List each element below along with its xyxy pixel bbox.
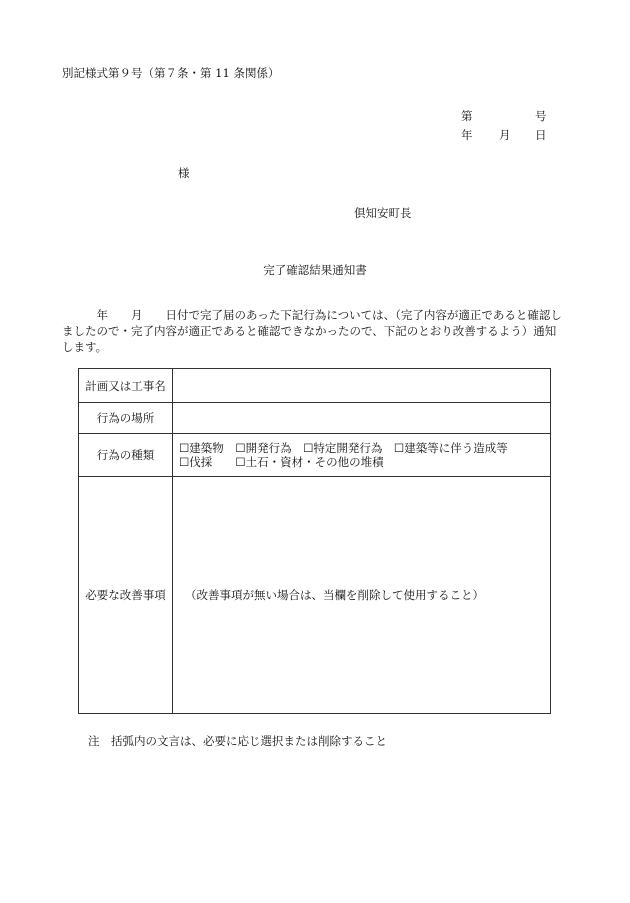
date-day: 日	[535, 128, 547, 142]
table-row-plan-name	[79, 369, 551, 403]
activity-type-options	[173, 434, 551, 477]
footnote: 注 括弧内の文言は、必要に応じ選択または削除すること	[88, 734, 387, 748]
number-suffix: 号	[535, 109, 547, 123]
value-plan-name	[173, 369, 551, 403]
label-plan-name: 計画又は工事名	[79, 369, 173, 403]
notice-body	[62, 307, 571, 355]
value-location	[173, 403, 551, 434]
details-table	[78, 368, 551, 714]
form-number-label: 別記様式第９号（第７条・第 11 条関係）	[62, 66, 280, 80]
table-row-location	[79, 403, 551, 434]
date-year: 年	[461, 128, 473, 142]
activity-options-line-1: ☐建築物 ☐開発行為 ☐特定開発行為 ☐建築等に伴う造成等	[179, 441, 508, 455]
label-location: 行為の場所	[79, 403, 173, 434]
label-improvements: 必要な改善事項	[79, 477, 173, 714]
body-line-2: ましたので・完了内容が適正であると確認できなかったので、下記のとおり改善するよう）通知	[62, 324, 557, 338]
value-improvements: （改善事項が無い場合は、当欄を削除して使用すること）	[173, 477, 551, 714]
activity-options-line-2: ☐伐採 ☐土石・資材・その他の堆積	[179, 455, 384, 469]
table-row-activity-type	[79, 434, 551, 477]
number-prefix: 第	[461, 109, 473, 123]
date-month: 月	[499, 128, 511, 142]
addressee: 様	[178, 166, 190, 180]
issuer-name: 倶知安町長	[354, 206, 412, 220]
table-row-improvements	[79, 477, 551, 714]
document-title: 完了確認結果通知書	[263, 263, 367, 277]
label-activity-type: 行為の種類	[79, 434, 173, 477]
body-line-1: 年 月 日付で完了届のあった下記行為については、（完了内容が適正であると確認し	[62, 308, 562, 322]
body-line-3: します。	[62, 340, 108, 354]
